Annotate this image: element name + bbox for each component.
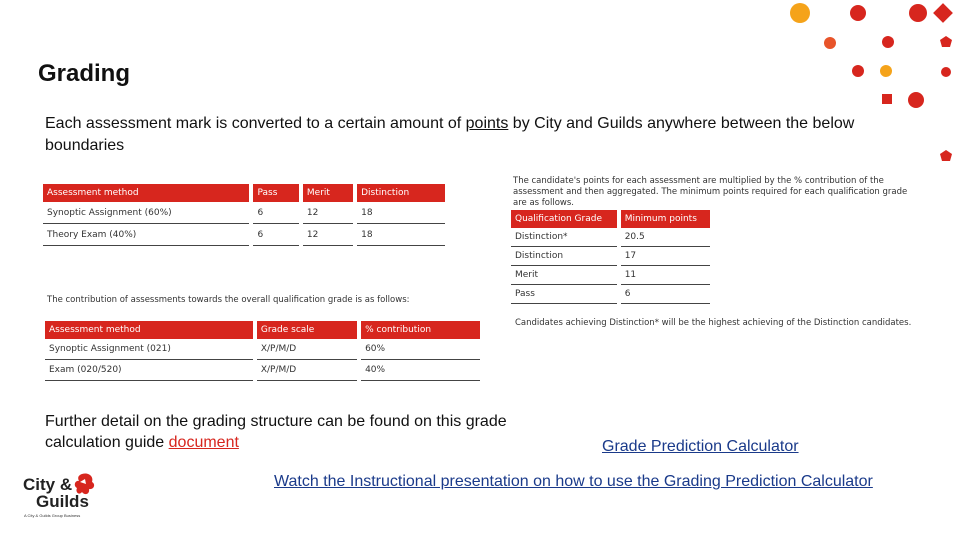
- points-table-header: [43, 184, 445, 202]
- table-cell: 12: [301, 202, 355, 224]
- contribution-header-method: Assessment method: [45, 321, 255, 339]
- contribution-header-scale: Grade scale: [255, 321, 359, 339]
- decor-dot: [941, 67, 951, 77]
- grade-table: [511, 210, 710, 304]
- decor-dot: [909, 4, 927, 22]
- grade-header-grade: Qualification Grade: [511, 210, 619, 228]
- logo-line1: City &: [23, 475, 73, 494]
- table-cell: Exam (020/520): [45, 360, 255, 381]
- table-row: [511, 228, 710, 247]
- points-note: The candidate's points for each assessment are multiplied by the % contribution of the assessment and then aggregated. The minimum points required for each qualification grade are as follows.: [513, 176, 908, 208]
- decor-square: [882, 94, 892, 104]
- table-cell: 60%: [359, 339, 480, 360]
- decor-dot: [852, 65, 864, 77]
- grade-header-points: Minimum points: [619, 210, 710, 228]
- table-cell: Synoptic Assignment (021): [45, 339, 255, 360]
- decor-dot: [790, 3, 810, 23]
- table-row: [43, 224, 445, 246]
- logo-tagline: A City & Guilds Group Business: [24, 513, 81, 518]
- decor-dot: [908, 92, 924, 108]
- intro-text-before: Each assessment mark is converted to a certain amount of: [45, 115, 466, 132]
- table-cell: 11: [619, 266, 710, 285]
- table-row: [43, 202, 445, 224]
- table-cell: Synoptic Assignment (60%): [43, 202, 251, 224]
- decor-dot: [824, 37, 836, 49]
- table-cell: 17: [619, 247, 710, 266]
- table-cell: Theory Exam (40%): [43, 224, 251, 246]
- table-row: [45, 339, 480, 360]
- points-link[interactable]: points: [465, 115, 509, 132]
- table-cell: 6: [251, 224, 300, 246]
- points-header-merit: Merit: [301, 184, 355, 202]
- contribution-table: [45, 321, 480, 381]
- logo-line2: Guilds: [36, 492, 89, 511]
- table-cell: Merit: [511, 266, 619, 285]
- document-link[interactable]: document: [168, 434, 239, 451]
- table-row: [45, 360, 480, 381]
- contribution-table-header: [45, 321, 480, 339]
- table-cell: 18: [355, 202, 445, 224]
- table-cell: X/P/M/D: [255, 360, 359, 381]
- table-cell: Distinction: [511, 247, 619, 266]
- table-cell: 18: [355, 224, 445, 246]
- table-cell: 40%: [359, 360, 480, 381]
- table-row: [511, 247, 710, 266]
- table-cell: Pass: [511, 285, 619, 304]
- decor-pentagon: [940, 36, 952, 47]
- table-cell: 12: [301, 224, 355, 246]
- contribution-note: The contribution of assessments towards the overall qualification grade is as follows:: [47, 295, 410, 305]
- decor-pentagon: [940, 150, 952, 161]
- decor-dot: [880, 65, 892, 77]
- slide-title: Grading: [38, 60, 131, 87]
- table-row: [511, 285, 710, 304]
- further-detail-body: Further detail on the grading structure can be found on this grade calculation guide: [45, 413, 507, 451]
- points-header-method: Assessment method: [43, 184, 251, 202]
- points-header-distinction: Distinction: [355, 184, 445, 202]
- decorative-dots: [760, 0, 960, 170]
- instructional-presentation-link[interactable]: Watch the Instructional presentation on how to use the Grading Prediction Calculator: [274, 473, 873, 490]
- points-table: [43, 184, 445, 246]
- table-row: [511, 266, 710, 285]
- contribution-header-percent: % contribution: [359, 321, 480, 339]
- decor-dot: [882, 36, 894, 48]
- decor-diamond: [933, 3, 953, 23]
- table-cell: 20.5: [619, 228, 710, 247]
- table-cell: Distinction*: [511, 228, 619, 247]
- points-header-pass: Pass: [251, 184, 300, 202]
- intro-text-after: by City and Guilds anywhere between the below boundaries: [45, 115, 855, 154]
- lion-emblem-icon: [75, 473, 94, 494]
- decor-dot: [850, 5, 866, 21]
- table-cell: 6: [619, 285, 710, 304]
- table-cell: X/P/M/D: [255, 339, 359, 360]
- further-detail-text: [45, 411, 585, 453]
- distinction-note: Candidates achieving Distinction* will be the highest achieving of the Distinction candidates.: [515, 318, 912, 328]
- grade-table-header: [511, 210, 710, 228]
- table-cell: 6: [251, 202, 300, 224]
- grade-prediction-calculator-link[interactable]: Grade Prediction Calculator: [602, 438, 799, 455]
